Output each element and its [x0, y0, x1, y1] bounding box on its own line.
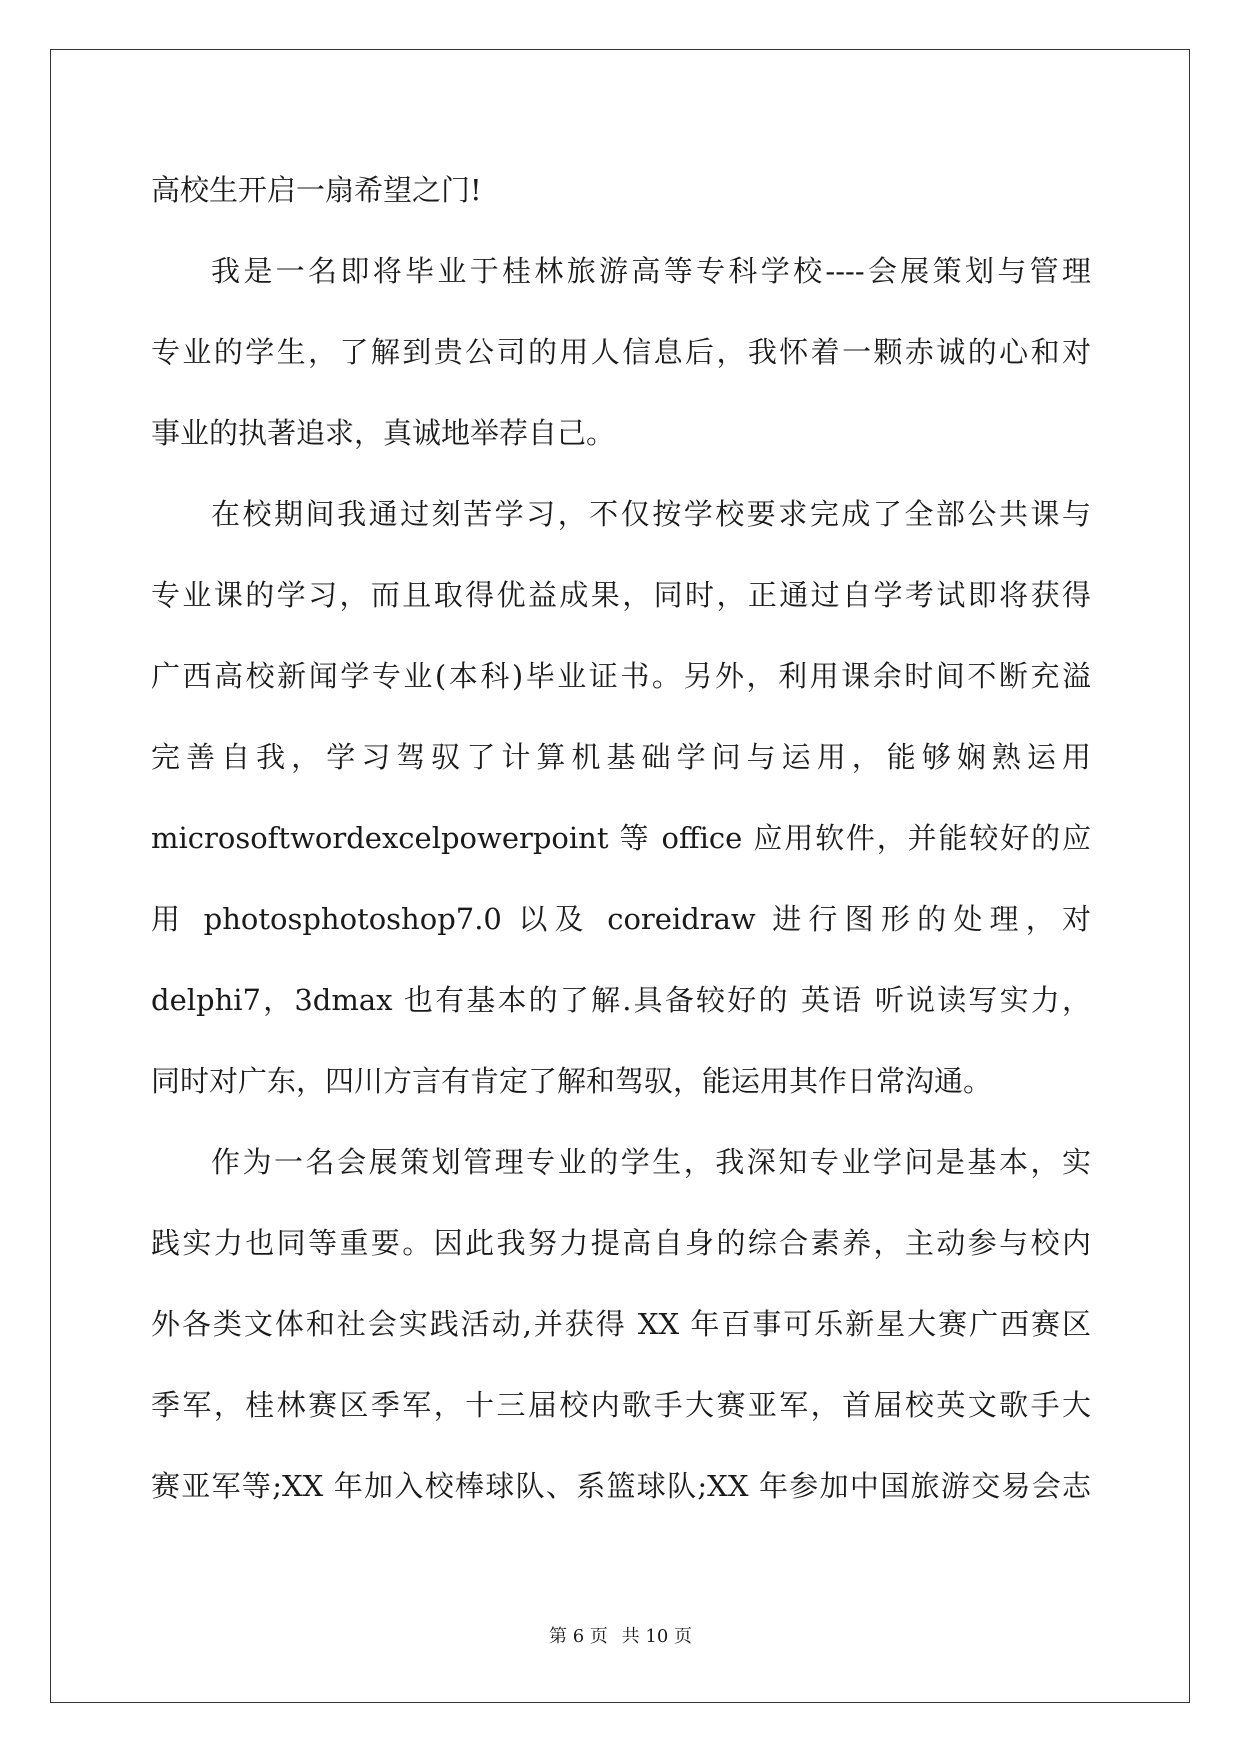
page-total: 共 10 页 — [621, 1626, 692, 1647]
text-line: 广西高校新闻学专业(本科)毕业证书。另外，利用课余时间不断充溢 — [151, 659, 1091, 693]
text-line: 事业的执著追求，真诚地举荐自己。 — [151, 416, 616, 450]
text-line: 同时对广东，四川方言有肯定了解和驾驭，能运用其作日常沟通。 — [151, 1064, 993, 1098]
text-line: 季军，桂林赛区季军，十三届校内歌手大赛亚军，首届校英文歌手大 — [151, 1388, 1091, 1422]
page-footer — [0, 1622, 1241, 1648]
text-line: 专业的学生，了解到贵公司的用人信息后，我怀着一颗赤诚的心和对 — [151, 335, 1091, 369]
text-line: 用 photosphotoshop7.0 以及 coreidraw 进行图形的处理，对 — [151, 902, 1091, 936]
text-line: delphi7，3dmax 也有基本的了解.具备较好的 英语 听说读写实力， — [151, 983, 1091, 1017]
text-line: 作为一名会展策划管理专业的学生，我深知专业学问是基本，实 — [211, 1145, 1091, 1179]
text-line: 高校生开启一扇希望之门! — [151, 173, 482, 207]
text-line: 赛亚军等;XX 年加入校棒球队、系篮球队;XX 年参加中国旅游交易会志 — [151, 1469, 1091, 1503]
text-line: 我是一名即将毕业于桂林旅游高等专科学校----会展策划与管理 — [211, 254, 1091, 288]
text-line: 践实力也同等重要。因此我努力提高自身的综合素养，主动参与校内 — [151, 1226, 1091, 1260]
text-line: 完善自我，学习驾驭了计算机基础学问与运用，能够娴熟运用 — [151, 740, 1091, 774]
page-number: 第 6 页 — [549, 1626, 608, 1647]
text-line: 外各类文体和社会实践活动,并获得 XX 年百事可乐新星大赛广西赛区 — [151, 1307, 1091, 1341]
text-line: 专业课的学习，而且取得优益成果，同时，正通过自学考试即将获得 — [151, 578, 1091, 612]
document-body — [151, 150, 1091, 1527]
text-line: 在校期间我通过刻苦学习，不仅按学校要求完成了全部公共课与 — [211, 497, 1091, 531]
text-line: microsoftwordexcelpowerpoint 等 office 应用软件，并能较好的应 — [151, 821, 1091, 855]
